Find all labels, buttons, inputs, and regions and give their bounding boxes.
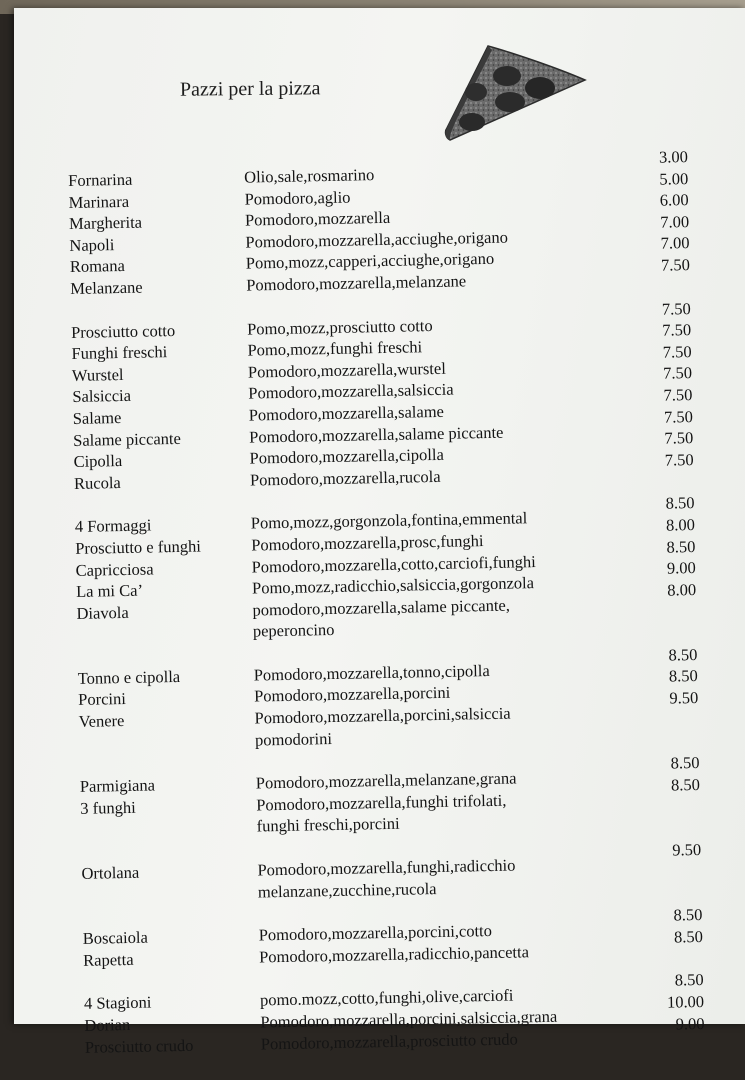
pizza-ingredients: Pomodoro,mozzarella,melanzane,grana [255, 768, 517, 793]
pizza-name: Parmigiana [79, 775, 156, 797]
pizza-name: La mi Ca’ [75, 580, 144, 602]
pizza-price: 10.00 [666, 991, 705, 1012]
pizza-ingredients: Pomodoro,mozzarella,porcini,cotto [258, 921, 493, 945]
pizza-ingredients: Pomodoro,mozzarella,porcini [253, 683, 451, 706]
pizza-name: Prosciutto crudo [84, 1035, 194, 1057]
pizza-price: 7.50 [660, 255, 691, 275]
pizza-price: 7.50 [663, 384, 693, 405]
pizza-name: Margherita [68, 212, 143, 234]
pizza-ingredients: pomodorini [254, 728, 333, 750]
pizza-price: 6.00 [659, 190, 689, 210]
pizza-price: 8.50 [668, 644, 698, 665]
pizza-name: Ortolana [81, 862, 140, 883]
pizza-name: Marinara [68, 191, 130, 212]
pizza-name: Funghi freschi [71, 342, 168, 364]
pizza-menu-list [68, 147, 705, 1080]
pizza-name: Cipolla [73, 451, 123, 472]
page-title: Pazzi per la pizza [179, 77, 321, 101]
pizza-ingredients: Pomodoro,mozzarella [244, 208, 391, 230]
pizza-price: 8.50 [670, 774, 701, 795]
pizza-name: 4 Formaggi [74, 515, 152, 537]
pizza-name: 3 funghi [80, 797, 136, 818]
pizza-name: Fornarina [68, 169, 133, 190]
pizza-name: 4 Stagioni [83, 992, 152, 1014]
pizza-name: Diavola [76, 602, 129, 623]
pizza-ingredients: Pomodoro,mozzarella,acciughe,origano [245, 227, 509, 252]
pizza-ingredients: funghi freschi,porcini [256, 814, 400, 836]
pizza-ingredients: Pomo,mozz,radicchio,salsiccia,gorgonzola [251, 573, 535, 598]
pizza-price: 7.50 [663, 406, 694, 427]
pizza-name: Porcini [77, 689, 127, 710]
pizza-price: 9.50 [672, 840, 702, 860]
pizza-price: 8.00 [665, 514, 696, 535]
pizza-name: Boscaiola [82, 927, 149, 949]
pizza-price: 7.00 [660, 211, 690, 232]
pizza-ingredients: Pomodoro,mozzarella,prosc,funghi [251, 530, 484, 555]
pizza-name: Melanzane [70, 277, 143, 298]
pizza-name: Salsiccia [72, 386, 132, 407]
pizza-ingredients: Pomodoro,mozzarella,cotto,carciofi,funghi [251, 551, 536, 577]
pizza-price: 8.50 [665, 493, 695, 513]
pizza-name: Prosciutto cotto [70, 320, 176, 342]
pizza-price: 7.50 [662, 341, 692, 362]
pizza-name: Rucola [73, 472, 121, 493]
pizza-price: 7.50 [662, 320, 692, 340]
pizza-price: 8.50 [673, 926, 704, 947]
pizza-ingredients: Pomodoro,mozzarella,salsiccia [248, 379, 454, 403]
pizza-name: Venere [78, 711, 125, 731]
pizza-ingredients: pomo.mozz,cotto,funghi,olive,carciofi [259, 986, 514, 1010]
menu-group [82, 905, 704, 971]
pizza-ingredients: Pomodoro,mozzarella,porcini,salsiccia [254, 703, 511, 728]
pizza-ingredients: Olio,sale,rosmarino [243, 165, 375, 187]
pizza-ingredients: Pomodoro,mozzarella,wurstel [247, 358, 447, 382]
pizza-ingredients: peperoncino [252, 620, 335, 641]
pizza-name: Salame [72, 407, 122, 428]
menu-group [70, 298, 694, 495]
pizza-name: Tonno e cipolla [77, 666, 181, 688]
pizza-name: Dorian [84, 1014, 131, 1035]
pizza-price: 7.00 [660, 233, 690, 254]
pizza-ingredients: Pomo,mozz,prosciutto cotto [246, 315, 433, 339]
pizza-name: Wurstel [71, 364, 124, 385]
pizza-ingredients: Pomo,mozz,capperi,acciughe,origano [245, 249, 495, 273]
pizza-ingredients: Pomodoro,mozzarella,rucola [249, 466, 441, 490]
pizza-price: 9.00 [666, 558, 696, 578]
menu-group [79, 753, 701, 841]
pizza-ingredients: melanzane,zucchine,rucola [257, 878, 437, 902]
pizza-price: 8.50 [668, 666, 699, 687]
pizza-slice-icon [440, 42, 590, 146]
pizza-ingredients: Pomodoro,mozzarella,salame [248, 401, 445, 425]
pizza-price: 8.50 [666, 536, 696, 557]
pizza-price: 8.50 [670, 753, 700, 773]
pizza-price: 9.50 [669, 688, 699, 708]
pizza-ingredients: Pomodoro,mozzarella,radicchio,pancetta [258, 942, 530, 967]
pizza-price: 9.00 [675, 1013, 705, 1034]
pizza-name: Salame piccante [73, 428, 182, 450]
pizza-name: Capricciosa [75, 558, 154, 580]
pizza-price: 5.00 [659, 168, 689, 189]
pizza-price: 7.50 [661, 298, 691, 319]
pizza-ingredients: Pomodoro,mozzarella,prosciutto crudo [260, 1029, 519, 1054]
pizza-name: Rapetta [82, 949, 134, 970]
pizza-ingredients: Pomo,mozz,funghi freschi [247, 337, 423, 360]
pizza-ingredients: Pomodoro,mozzarella,funghi trifolati, [256, 790, 507, 815]
pizza-ingredients: Pomodoro,mozzarella,salame piccante [248, 422, 504, 447]
pizza-ingredients: Pomodoro,aglio [244, 187, 351, 209]
menu-group [83, 970, 705, 1058]
pizza-ingredients: pomodoro,mozzarella,salame piccante, [252, 595, 511, 620]
pizza-price: 7.50 [664, 449, 694, 470]
menu-group [77, 644, 700, 754]
pizza-ingredients: Pomodoro,mozzarella,funghi,radicchio [257, 855, 516, 880]
pizza-price: 7.50 [662, 363, 693, 383]
pizza-name: Prosciutto e funghi [75, 536, 202, 558]
menu-group [81, 840, 702, 906]
pizza-price: 3.00 [658, 147, 689, 167]
menu-group [68, 147, 691, 299]
pizza-price: 8.50 [674, 970, 704, 990]
pizza-ingredients: Pomodoro,mozzarella,cipolla [249, 444, 444, 468]
pizza-price: 7.50 [664, 428, 694, 448]
pizza-ingredients: Pomo,mozz,gorgonzola,fontina,emmental [250, 508, 528, 533]
menu-group [74, 493, 697, 645]
pizza-price: 8.50 [673, 905, 703, 925]
pizza-ingredients: Pomodoro,mozzarella,melanzane [246, 271, 467, 295]
pizza-ingredients: Pomodoro,mozzarella,tonno,cipolla [253, 660, 490, 685]
pizza-ingredients: Pomodoro,mozzarella,porcini,salsiccia,grana [260, 1006, 558, 1032]
pizza-name: Romana [69, 256, 126, 277]
pizza-price: 8.00 [667, 579, 697, 600]
pizza-name: Napoli [69, 234, 115, 255]
